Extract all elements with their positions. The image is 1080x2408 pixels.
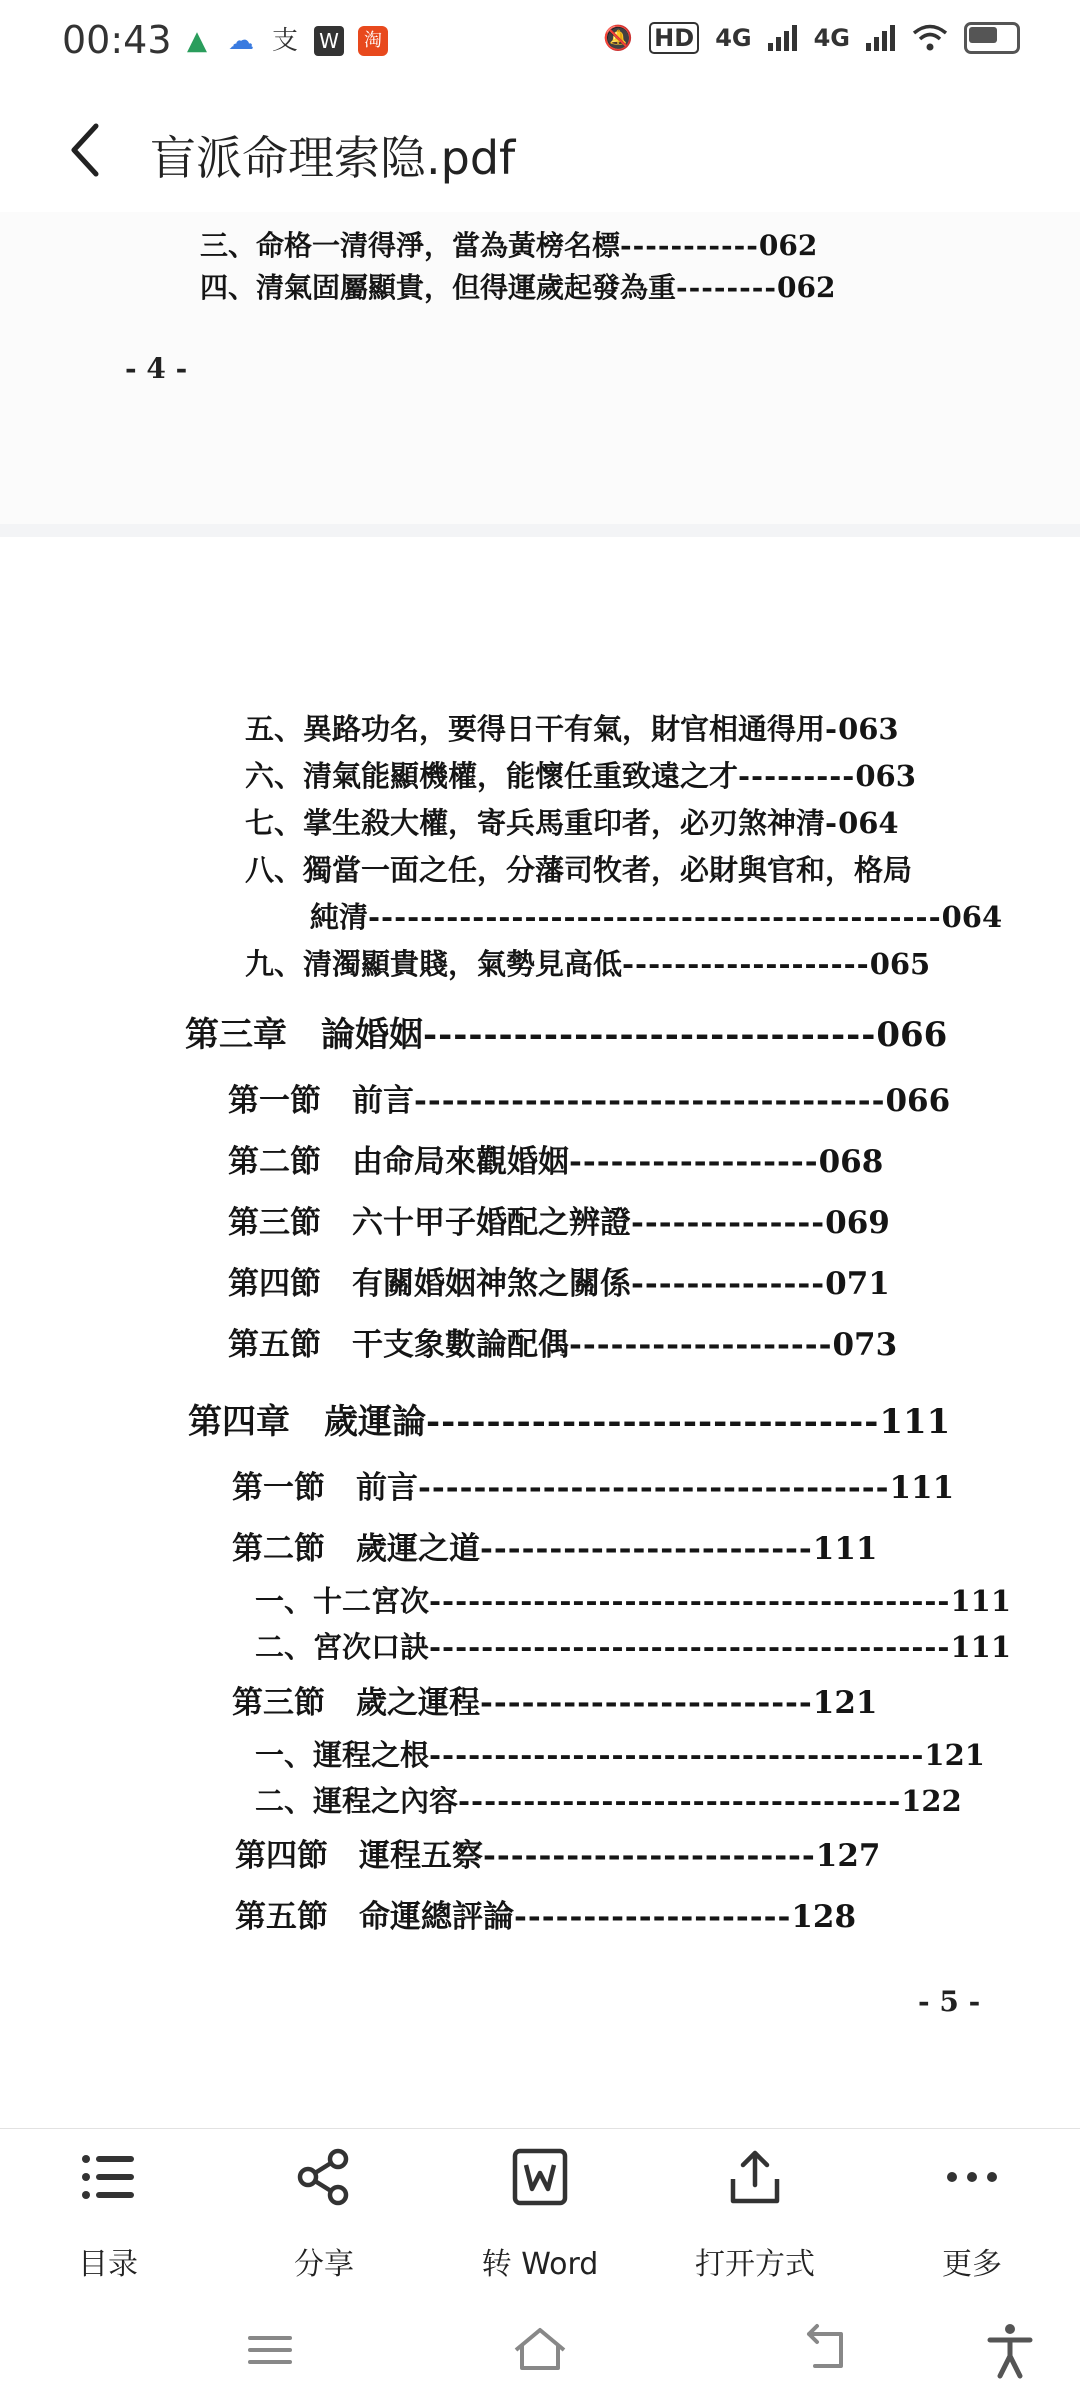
bottom-toolbar <box>0 2128 1080 2291</box>
home-icon[interactable] <box>510 2320 570 2380</box>
share-icon <box>294 2147 354 2207</box>
toc-section: 第二節 歲運之道------------------------111 <box>232 1531 878 1567</box>
toc-chapter: 第四章 歲運論------------------------------111 <box>188 1402 951 1442</box>
toc-entry: 六、清氣能顯機權，能懷任重致遠之才---------063 <box>245 759 916 793</box>
more-button[interactable] <box>872 2129 1072 2291</box>
contents-button[interactable] <box>8 2129 208 2291</box>
notification-icons <box>182 26 388 56</box>
back-icon[interactable] <box>795 2320 855 2380</box>
toc-entry: 三、命格一清得淨，當為黃榜名標-----------062 <box>200 229 818 262</box>
convert-word-button[interactable] <box>440 2129 640 2291</box>
pdf-page-5 <box>0 537 1080 2127</box>
toc-entry: 四、清氣固屬顯貴，但得運歲起發為重--------062 <box>200 271 836 304</box>
battery-icon <box>964 22 1020 54</box>
toc-entry: 五、異路功名，要得日干有氣，財官相通得用-063 <box>245 712 899 746</box>
mute-icon: 🔕 <box>603 24 634 52</box>
signal-1-icon <box>768 25 798 51</box>
toc-section: 第三節 歲之運程------------------------121 <box>232 1685 878 1721</box>
toc-entry: 純清--------------------------------------------064 <box>310 900 1003 934</box>
wps-app-icon: W <box>314 26 344 56</box>
toc-section: 第四節 有關婚姻神煞之關係--------------071 <box>228 1266 890 1302</box>
toc-subentry: 二、宮次口訣----------------------------------------111 <box>255 1630 1012 1664</box>
cloud-app-icon: ☁ <box>228 26 254 56</box>
app-header <box>0 90 1080 210</box>
hd-label: HD <box>649 22 699 54</box>
share-label: 分享 <box>294 2247 354 2282</box>
open-with-button[interactable] <box>655 2129 855 2291</box>
accessibility-icon[interactable] <box>980 2320 1040 2380</box>
more-label: 更多 <box>942 2247 1002 2282</box>
pdf-viewer[interactable] <box>0 212 1080 2127</box>
document-title: 盲派命理索隐.pdf <box>150 131 516 185</box>
system-status <box>603 22 1020 54</box>
clock: 00:43 <box>62 18 172 62</box>
toc-section: 第五節 命運總評論--------------------128 <box>235 1899 857 1935</box>
word-doc-icon <box>510 2147 570 2207</box>
signal-2-label: 4G <box>813 24 850 52</box>
menu-icon[interactable] <box>240 2320 300 2380</box>
toc-section: 第五節 干支象數論配偶-------------------073 <box>228 1327 898 1363</box>
toc-subentry: 一、運程之根--------------------------------------121 <box>255 1738 985 1772</box>
export-icon <box>725 2147 785 2207</box>
share-button[interactable] <box>224 2129 424 2291</box>
contents-label: 目录 <box>78 2247 138 2282</box>
page-number: - 5 - <box>918 1985 981 2018</box>
page-number: - 4 - <box>125 352 188 385</box>
toc-section: 第三節 六十甲子婚配之辨證--------------069 <box>228 1205 890 1241</box>
taobao-app-icon: 淘 <box>358 26 388 56</box>
open-with-label: 打开方式 <box>695 2247 815 2282</box>
toc-section: 第二節 由命局來觀婚姻------------------068 <box>228 1144 884 1180</box>
status-bar <box>0 0 1080 90</box>
mountain-app-icon: ▲ <box>187 26 207 56</box>
wifi-icon <box>912 24 948 52</box>
list-icon <box>78 2147 138 2207</box>
toc-section: 第一節 前言----------------------------------111 <box>232 1470 955 1506</box>
toc-subentry: 二、運程之內容----------------------------------122 <box>255 1784 962 1818</box>
toc-entry: 九、清濁顯貴賤，氣勢見高低-------------------065 <box>245 947 931 981</box>
signal-2-icon <box>866 25 896 51</box>
toc-chapter: 第三章 論婚姻------------------------------066 <box>185 1015 948 1055</box>
signal-1-label: 4G <box>715 24 752 52</box>
pdf-page-4 <box>0 212 1080 524</box>
toc-section: 第四節 運程五察------------------------127 <box>235 1838 881 1874</box>
alipay-app-icon: 支 <box>271 26 298 56</box>
toc-entry: 七、掌生殺大權，寄兵馬重印者，必刃煞神清-064 <box>245 806 899 840</box>
system-nav-bar <box>0 2290 1080 2408</box>
back-arrow-icon[interactable] <box>62 120 112 180</box>
toc-subentry: 一、十二宮次----------------------------------------111 <box>255 1584 1012 1618</box>
more-icon <box>942 2147 1002 2207</box>
convert-word-label: 转 Word <box>481 2247 599 2282</box>
toc-entry: 八、獨當一面之任，分藩司牧者，必財與官和，格局 <box>245 853 913 887</box>
toc-section: 第一節 前言----------------------------------066 <box>228 1083 951 1119</box>
